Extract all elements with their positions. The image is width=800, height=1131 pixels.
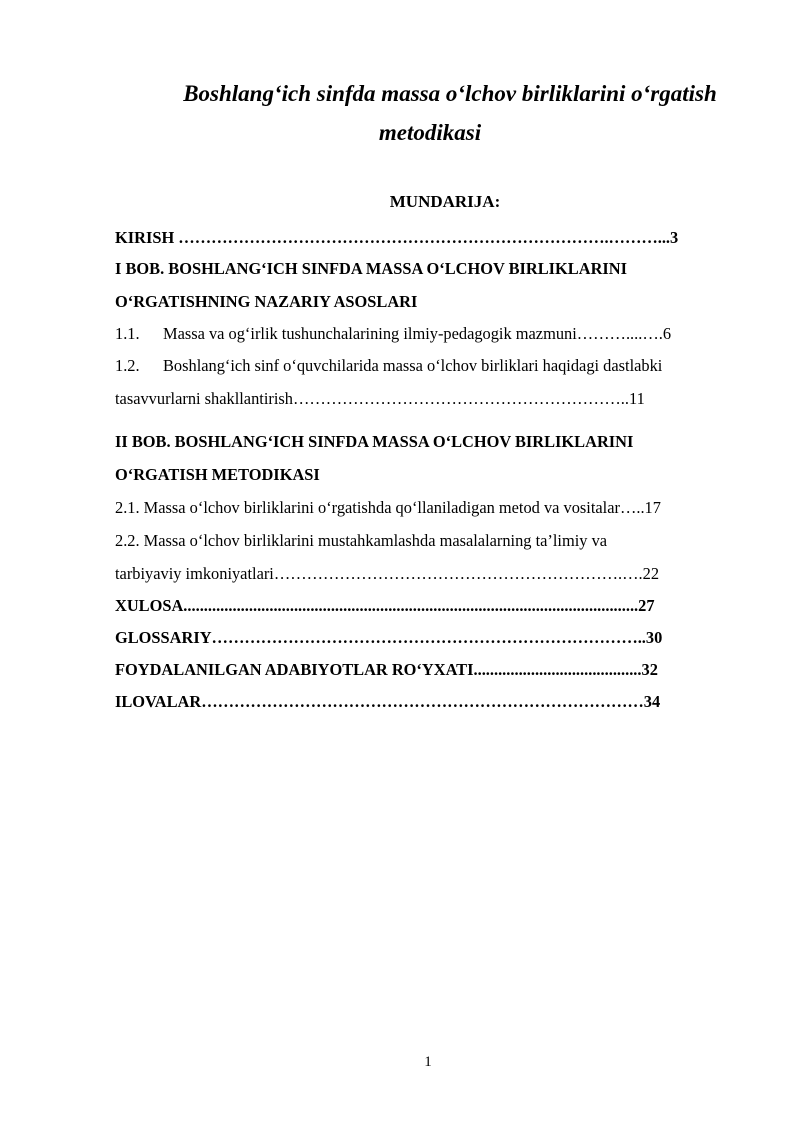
document-title-line-1: Boshlang‘ich sinfda massa o‘lchov birliklarini o‘rgatish (183, 81, 717, 106)
toc-entry-2-1: 2.1. Massa o‘lchov birliklarini o‘rgatishda qo‘llaniladigan metod va vositalar…..17 (115, 498, 661, 517)
toc-entry-1-2 (115, 355, 745, 377)
toc-entry-glossariy: GLOSSARIY……………………………………………………………………..30 (115, 628, 663, 647)
toc-entry-1-1 (115, 323, 745, 345)
toc-entry-1-2-number: 1.2. (115, 356, 140, 375)
toc-entry-2-2: 2.2. Massa o‘lchov birliklarini mustahkamlashda masalalarning ta’limiy va (115, 531, 608, 550)
toc-entry-kirish: KIRISH …………………………………………………………………….………...3 (115, 228, 679, 247)
toc-entry-1-2-continued: tasavvurlarni shakllantirish……………………………………………………..11 (115, 389, 645, 408)
toc-entry-1-2-text: Boshlang‘ich sinf o‘quvchilarida massa o‘lchov birliklari haqidagi dastlabki (163, 356, 663, 375)
toc-chapter-1-line-1: I BOB. BOSHLANG‘ICH SINFDA MASSA O‘LCHOV BIRLIKLARINI (115, 259, 628, 278)
toc-heading: MUNDARIJA: (389, 192, 501, 211)
toc-entry-ilovalar: ILOVALAR………………………………………………………………………34 (115, 692, 661, 711)
document-title-line-2: metodikasi (378, 120, 482, 145)
page-number: 1 (424, 1054, 432, 1070)
toc-entry-adabiyotlar: FOYDALANILGAN ADABIYOTLAR RO‘YXATI.........................................32 (115, 660, 658, 679)
toc-entry-2-2-continued: tarbiyaviy imkoniyatlari……………………………………………………….….22 (115, 564, 660, 583)
toc-chapter-2-line-1: II BOB. BOSHLANG‘ICH SINFDA MASSA O‘LCHOV BIRLIKLARINI (115, 432, 634, 451)
toc-entry-xulosa: XULOSA...............................................................................................................27 (115, 596, 655, 615)
toc-chapter-2-line-2: O‘RGATISH METODIKASI (115, 465, 320, 484)
toc-entry-1-1-text: Massa va og‘irlik tushunchalarining ilmiy-pedagogik mazmuni………....….6 (163, 324, 672, 343)
toc-chapter-1-line-2: O‘RGATISHNING NAZARIY ASOSLARI (115, 292, 418, 311)
toc-entry-1-1-number: 1.1. (115, 324, 140, 343)
